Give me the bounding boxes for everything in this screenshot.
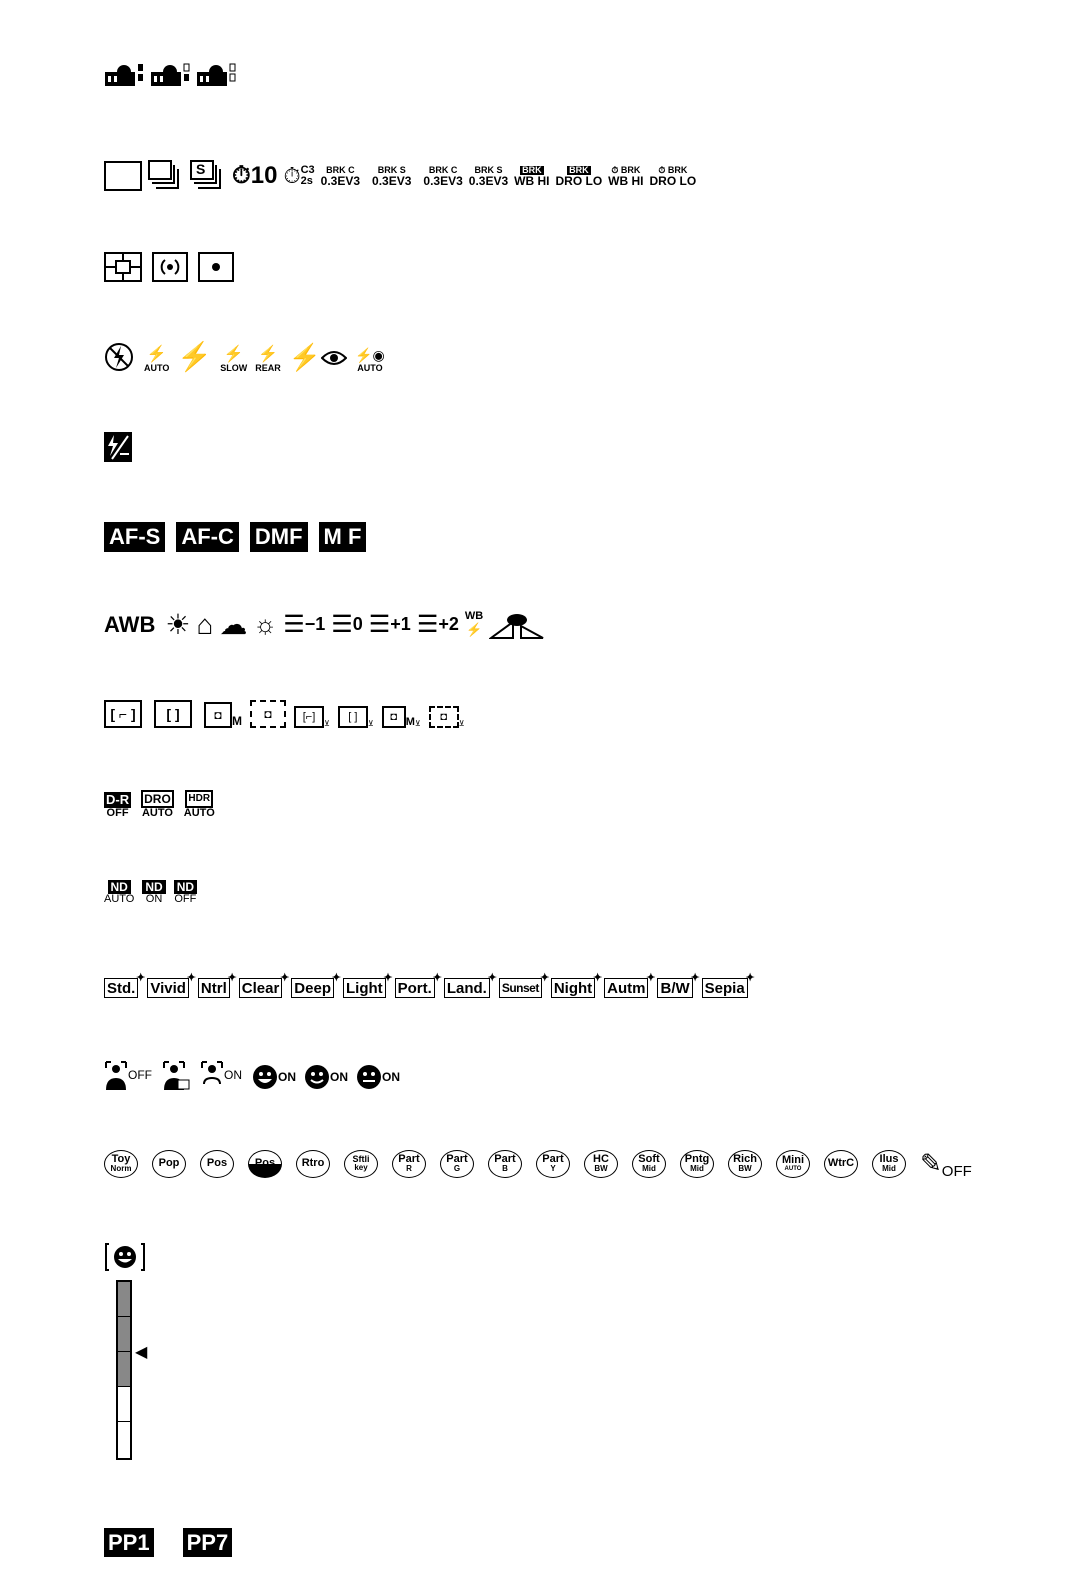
timer-bracket-s-icon	[469, 166, 508, 187]
minus-1-label: −1	[304, 614, 326, 634]
eye-icon	[321, 349, 347, 367]
nd-on-icon	[142, 880, 165, 905]
zone-focus-area-icon: [ ]	[154, 700, 192, 728]
creative-style-light: Light ✦	[343, 978, 386, 998]
smile-face-icon	[252, 1064, 278, 1090]
effect-partial-green	[440, 1150, 474, 1178]
nd-label: ND	[174, 880, 197, 894]
flash-compensation-row	[104, 432, 132, 462]
effect-top-label: Soft	[638, 1153, 660, 1165]
smile-shutter-on-icon	[304, 1064, 348, 1090]
face-frame-icon	[104, 1060, 128, 1090]
auto-label: AUTO	[104, 893, 135, 905]
fluorescent-cool-icon: ☰ 0	[331, 611, 363, 638]
movie-camera-icon	[150, 60, 196, 90]
auto-label: AUTO	[141, 807, 173, 819]
s-label: S	[196, 161, 206, 177]
zone-tracking-icon: [ ] ⊻	[338, 706, 374, 728]
mf-badge: M F	[319, 522, 367, 552]
focus-mode-row	[104, 522, 377, 552]
smile-face-icon	[304, 1064, 330, 1090]
movie-camera-icon	[196, 60, 242, 90]
gauge-segment	[118, 1422, 130, 1456]
red-eye-flash-icon	[289, 342, 347, 373]
spot-metering-icon	[198, 252, 234, 282]
timer-wb-bracket-icon: ⏱ BRK WB HI	[608, 164, 644, 188]
single-shot-icon	[104, 161, 142, 191]
creative-style-autumn: Autm ✦	[604, 978, 648, 998]
creative-style-bw: B/W ✦	[657, 978, 692, 998]
off-label: OFF	[941, 1163, 972, 1180]
creative-style-night: Night ✦	[551, 978, 595, 998]
effect-bottom-label: R	[406, 1164, 412, 1173]
flash-bolt-icon: ⚡	[288, 342, 322, 372]
effect-retro	[296, 1150, 330, 1178]
smile-detection-icon	[104, 1242, 146, 1272]
hdr-label: HDR	[185, 790, 213, 808]
effect-bottom-label: Y	[550, 1164, 556, 1173]
effect-soft-high-key	[344, 1150, 378, 1178]
fluorescent-daylight-icon: ☰ +2	[416, 611, 459, 638]
bracket-continuous-icon	[321, 166, 360, 187]
effect-top-label: Rich	[733, 1153, 757, 1165]
effect-toy-camera	[104, 1150, 138, 1178]
ev-label: 0.3EV3	[423, 173, 463, 188]
timer-icon: ⏱	[232, 162, 251, 189]
flash-wb-icon: WB ⚡	[464, 610, 484, 637]
brk-c-label: BRK C	[428, 164, 458, 175]
smile-shutter-on-icon	[356, 1064, 400, 1090]
underwater-auto-icon	[489, 610, 545, 640]
gauge-segment	[118, 1352, 130, 1387]
af-c-badge: AF-C	[176, 522, 239, 552]
effect-top-label: Rtro	[301, 1157, 325, 1169]
af-s-badge: AF-S	[104, 522, 165, 552]
face-frame-icon	[162, 1060, 190, 1090]
ev-label: 0.3EV3	[468, 173, 509, 188]
continuous-shot-icon	[148, 160, 184, 192]
shade-icon: ⌂	[196, 608, 214, 640]
self-timer-cont-icon	[283, 163, 314, 189]
face-detect-off-icon	[104, 1060, 152, 1090]
effect-miniature	[776, 1150, 810, 1178]
effect-soft-focus	[632, 1150, 666, 1178]
creative-style-clear: Clear ✦	[239, 978, 283, 998]
flash-bolt-icon: ⚡	[146, 346, 167, 363]
dro-off-icon	[104, 792, 131, 819]
zero-label: 0	[352, 614, 363, 634]
effect-illustration	[872, 1150, 906, 1178]
ev-label: 0.3EV3	[320, 173, 361, 188]
effect-bottom-label: key	[354, 1163, 368, 1172]
effect-high-contrast-mono	[584, 1150, 618, 1178]
smile-level-gauge	[116, 1280, 132, 1460]
brk-c-label: BRK C	[326, 164, 355, 175]
off-label: OFF	[174, 893, 197, 905]
flash-rear-icon	[255, 344, 281, 373]
multi-metering-icon	[104, 252, 142, 282]
picture-effect-row	[104, 1148, 978, 1179]
face-detect-on-icon	[200, 1060, 242, 1090]
creative-style-sepia: Sepia ✦	[702, 978, 748, 998]
flash-compensation-icon	[104, 432, 132, 462]
timer-dro-bracket-icon: ⏱ BRK DRO LO	[649, 164, 697, 188]
timer-bracket-c-icon	[423, 166, 462, 187]
effect-top-label: Pop	[158, 1157, 180, 1169]
flexible-spot-icon: ◘	[250, 700, 286, 728]
center-focus-area-icon: ◘ M	[204, 702, 242, 728]
effect-top-label: Ilus	[879, 1153, 899, 1165]
cloudy-icon: ☁	[219, 609, 248, 640]
creative-style-neutral: Ntrl ✦	[198, 978, 230, 998]
drive-mode-icons-row	[104, 160, 702, 192]
m-label: M	[232, 714, 242, 728]
rear-label: REAR	[255, 363, 281, 373]
effect-bottom-label: B	[502, 1164, 508, 1173]
flexible-spot-tracking-icon: ◘ ⊻	[429, 706, 465, 728]
focus-area-row	[104, 700, 471, 728]
incandescent-icon: ☼	[253, 609, 278, 639]
wide-focus-area-icon: [ ⌐ ]	[104, 700, 142, 728]
gauge-segment	[118, 1317, 130, 1352]
pp7-badge: PP7	[183, 1528, 233, 1557]
creative-style-std: Std. ✦	[104, 978, 138, 998]
creative-style-landscape: Land. ✦	[444, 978, 490, 998]
flash-bolt-icon: ⚡	[223, 346, 244, 363]
white-balance-row	[104, 608, 545, 641]
brk-s-label: BRK S	[474, 164, 503, 175]
hdr-auto-icon	[184, 790, 215, 819]
effect-hdr-painting	[680, 1150, 714, 1178]
spd-priority-continuous-icon	[190, 160, 226, 192]
creative-style-portrait: Port. ✦	[395, 978, 435, 998]
center-metering-icon	[152, 252, 188, 282]
metering-icons-row	[104, 252, 234, 282]
bracket-single-icon	[372, 166, 411, 187]
effect-watercolor	[824, 1150, 858, 1178]
gauge-pointer-icon: ◀	[135, 1344, 148, 1361]
effect-top-label: Part	[398, 1153, 420, 1165]
gauge-segment	[118, 1282, 130, 1317]
auto-label: AUTO	[357, 363, 383, 373]
effect-top-label: Part	[494, 1153, 516, 1165]
off-label: OFF	[106, 807, 129, 819]
on-label: ON	[330, 1070, 348, 1084]
effect-top-label: WtrC	[827, 1157, 855, 1169]
fluorescent-day-white-icon: ☰ +1	[368, 611, 411, 638]
m-label: M	[405, 716, 415, 728]
awb-label: AWB	[104, 611, 156, 637]
effect-rich-tone-mono	[728, 1150, 762, 1178]
dmf-badge: DMF	[250, 522, 308, 552]
effect-top-label: Sftli	[352, 1154, 370, 1164]
dro-bracket-icon: BRK DRO LO	[555, 164, 603, 188]
daylight-icon: ☀	[165, 609, 191, 640]
effect-top-label: Pos	[254, 1157, 276, 1169]
effect-partial-blue	[488, 1150, 522, 1178]
dro-auto-icon	[141, 790, 174, 819]
plus-1-label: +1	[390, 614, 411, 634]
nd-auto-icon	[104, 880, 134, 905]
wide-tracking-icon: [⌐] ⊻	[294, 706, 330, 728]
flash-off-icon	[104, 341, 134, 373]
gauge-segment	[118, 1387, 130, 1422]
face-registered-icon	[162, 1060, 190, 1090]
movie-mode-icons-row	[104, 60, 242, 90]
flash-icons-row	[104, 340, 391, 373]
brush-icon: ✎	[920, 1148, 942, 1178]
creative-style-row	[104, 978, 757, 998]
effect-top-label: Pntg	[684, 1153, 710, 1165]
smile-face-icon	[356, 1064, 382, 1090]
on-label: ON	[145, 893, 163, 905]
flash-auto-icon	[144, 344, 169, 373]
flash-slow-icon	[220, 344, 247, 373]
timer-10-label: 10	[250, 162, 278, 189]
dro-lo-label: DRO LO	[649, 173, 697, 188]
c3-label: C3	[300, 164, 315, 176]
wb-bracket-icon: BRK WB HI	[514, 164, 550, 188]
effect-bottom-label: AUTO	[784, 1166, 802, 1172]
effect-posterization-color	[200, 1150, 234, 1178]
effect-top-label: Part	[542, 1153, 564, 1165]
effect-bottom-label: Mid	[882, 1164, 896, 1173]
wb-hi-label: WB HI	[514, 173, 550, 188]
self-timer-10-icon	[232, 162, 277, 190]
face-detection-row	[104, 1060, 406, 1090]
effect-top-label: Part	[446, 1153, 468, 1165]
auto-label: AUTO	[183, 807, 215, 819]
slow-label: SLOW	[220, 363, 248, 373]
off-label: OFF	[128, 1068, 152, 1082]
flash-fill-icon: ⚡	[177, 341, 213, 372]
effect-top-label: HC	[593, 1153, 609, 1165]
effect-bottom-label: Mid	[642, 1164, 656, 1173]
auto-label: AUTO	[144, 363, 170, 373]
face-frame-icon	[200, 1060, 224, 1090]
brk-s-label: BRK S	[377, 164, 406, 175]
dro-lo-label: DRO LO	[555, 173, 603, 188]
nd-off-icon	[174, 880, 197, 905]
creative-style-sunset: Sunset ✦	[499, 978, 542, 998]
nd-label: ND	[108, 880, 131, 894]
2s-label: 2s	[300, 175, 313, 187]
on-label: ON	[382, 1070, 400, 1084]
creative-style-vivid: Vivid ✦	[147, 978, 189, 998]
wb-hi-label: WB HI	[608, 173, 644, 188]
smile-shutter-on-icon	[252, 1064, 296, 1090]
red-eye-auto-icon: ⚡◉ AUTO	[355, 347, 385, 373]
on-label: ON	[278, 1070, 296, 1084]
effect-partial-red	[392, 1150, 426, 1178]
effect-bottom-label: BW	[738, 1164, 752, 1173]
effect-top-label: Toy	[111, 1153, 131, 1165]
plus-2-label: +2	[438, 614, 459, 634]
nd-label: ND	[142, 880, 165, 894]
flash-bolt-icon: ⚡	[258, 346, 278, 363]
effect-posterization-bw	[248, 1150, 282, 1178]
wb-label: WB	[464, 610, 484, 622]
effect-partial-yellow	[536, 1150, 570, 1178]
effect-bottom-label: Norm	[110, 1164, 132, 1173]
effect-bottom-label: G	[453, 1164, 461, 1173]
movie-camera-icon	[104, 60, 150, 90]
dro-hdr-row	[104, 790, 221, 819]
creative-style-deep: Deep ✦	[291, 978, 334, 998]
dro-label: DRO	[141, 790, 174, 808]
center-tracking-icon: ◘ M ⊻	[382, 706, 421, 728]
nd-filter-row	[104, 880, 203, 905]
timer-icon: ⏱	[283, 163, 301, 188]
effect-top-label: Mini	[782, 1154, 804, 1166]
pp1-badge: PP1	[104, 1528, 154, 1557]
picture-profile-row	[104, 1528, 232, 1557]
effect-off-icon	[920, 1148, 972, 1179]
ev-label: 0.3EV3	[372, 173, 412, 188]
fluorescent-warm-icon: ☰ −1	[283, 611, 326, 638]
effect-bottom-label: Mid	[690, 1164, 704, 1173]
on-label: ON	[224, 1068, 242, 1082]
effect-bottom-label: BW	[594, 1164, 608, 1173]
effect-pop-color	[152, 1150, 186, 1178]
d-r-label: D-R	[106, 792, 130, 807]
effect-top-label: Pos	[206, 1157, 228, 1169]
